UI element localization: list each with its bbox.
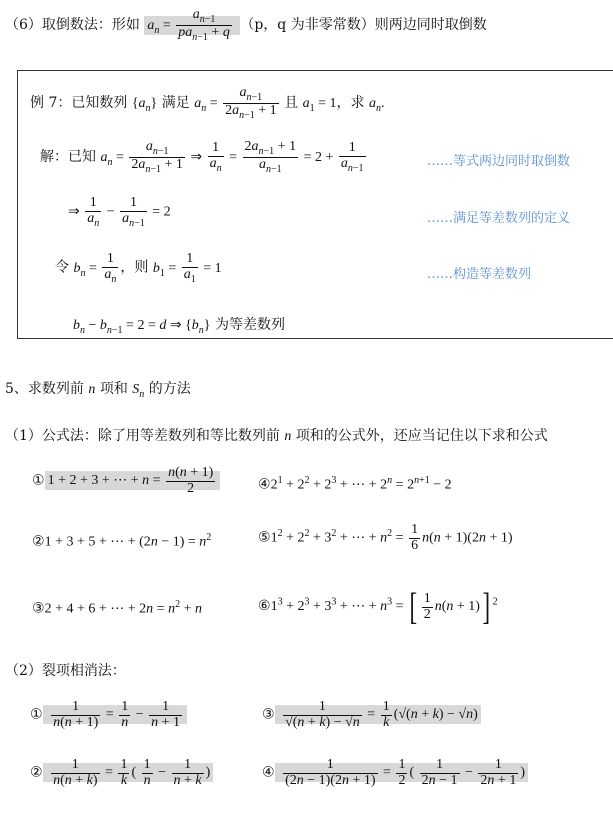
formula-2: ②1 + 3 + 5 + ⋯ + $(2n - 1) = n^2$	[32, 532, 212, 550]
let-label: 令	[55, 259, 69, 276]
conclusion-text: 为等差数列	[214, 317, 285, 333]
split-1-marker: ①	[30, 707, 43, 723]
then-label: ，则	[120, 259, 149, 276]
formula-3-marker: ③	[32, 601, 45, 617]
split-4-marker: ④	[262, 765, 275, 781]
formula-1: ① 1 + 2 + 3 + ⋯ + n = $\frac{n(n + 1)}{2}$	[32, 466, 220, 496]
formula-1-marker: ①	[32, 473, 45, 489]
formula-4-marker: ④	[258, 477, 271, 493]
split-2-marker: ②	[30, 765, 43, 781]
formula-5-marker: ⑤	[258, 530, 271, 546]
example-cond-mid: 满足	[161, 95, 190, 112]
heading-pre: 5、求数列前	[5, 381, 84, 397]
split-method-label: （2）裂项相消法：	[5, 663, 126, 679]
formula-3: ③2 + 4 + 6 + ⋯ + $2n = n^2 + n$	[32, 599, 202, 617]
split-3-marker: ③	[262, 707, 275, 723]
split-formula-4: ④ $\frac{1}{(2n - 1)(2n + 1)}$ = $\frac{1}{2}$ ( $\frac{1}{2n - 1}$ − $\frac{1}{2n + 1}$ )	[262, 758, 528, 788]
heading-mid: 项和	[99, 381, 128, 397]
section6-condition: （p，q 为非零常数）则两边同时取倒数	[240, 17, 487, 34]
solution-line3: 令 $b_n$ = $\frac{1}{a_n}$ ，则 $b_1$ = $\frac{1}{a_1}$ = 1	[55, 251, 222, 285]
section5-heading: 5、求数列前 n 项和 $S_n$ 的方法	[5, 381, 191, 400]
solution-conclusion: $b_n - b_{n-1} = 2 = d$ ⇒ $\{b_n\}$ 为等差数列	[73, 317, 285, 336]
note-reciprocal: ……等式两边同时取倒数	[427, 154, 571, 169]
example-title: 例 7：已知数列	[30, 95, 128, 112]
section6-line	[5, 8, 487, 44]
formula-4: $④2^1 + 2^2 + 2^3$ + ⋯ + $2^n = 2^{n+1} - 2$	[258, 475, 452, 493]
heading-post: 的方法	[148, 381, 191, 397]
example-cond-end: ，求	[336, 95, 365, 112]
formula-label-pre: （1）公式法：除了用等差数列和等比数列前	[5, 428, 280, 444]
split-formula-2: ② $\frac{1}{n(n + k)}$ = $\frac{1}{k}$ ( $\frac{1}{n}$ − $\frac{1}{n + k}$ )	[30, 758, 213, 788]
formula-5: $⑤1^2 + 2^2 + 3^2$ + ⋯ + $n^2$ = $\frac{1}{6}$ n(n + 1)(2n + 1)	[258, 522, 513, 553]
note-construct: ……构造等差数列	[427, 267, 532, 282]
note-arithmetic-definition: ……满足等差数列的定义	[427, 211, 571, 226]
solution-label: 解：已知	[40, 149, 96, 166]
section6-formula: $a_n$ = $\frac{a_{n-1}}{pa_{n-1} + q}$	[144, 16, 240, 35]
formula-2-marker: ②	[32, 534, 45, 550]
formula-6: $⑥1^3 + 2^3 + 3^3$ + ⋯ + $n^3$ = [ $\frac{1}{2}$ n(n + 1)] $^2$	[258, 586, 498, 628]
formula-6-marker: ⑥	[258, 599, 271, 615]
split-formula-1: ① $\frac{1}{n(n + 1)}$ = $\frac{1}{n}$ − $\frac{1}{n + 1}$	[30, 700, 187, 730]
split-formula-3: ③ $\frac{1}{√(n + k) - √n}$ = $\frac{1}{k}$ (√(n + k) − √n)	[262, 700, 481, 730]
formula-method-label: （1）公式法：除了用等差数列和等比数列前 n 项和的公式外，还应当记住以下求和公式	[5, 428, 548, 444]
section6-label: （6）取倒数法：形如	[5, 17, 140, 34]
solution-line2: ⇒ $\frac{1}{a_n}$ − $\frac{1}{a_{n-1}}$ = 2	[68, 195, 171, 229]
example-cond-and: 且	[284, 95, 299, 112]
example-title-line: 例 7：已知数列 $\{a_n\}$ 满足 $a_n$ = $\frac{a_{n-1}}{2a_{n-1} + 1}$ 且 $a_1 = 1$，求 $a_n$.	[30, 85, 385, 122]
formula-label-post: 项和的公式外，还应当记住以下求和公式	[295, 428, 548, 444]
solution-line1: 解：已知 $a_n$ = $\frac{a_{n-1}}{2a_{n-1} + 1}$ ⇒ $\frac{1}{a_n}$ = $\frac{2a_{n-1} + 1}{a_{n-1}}$ = 2 + $\frac{1}{a_{n-1}}$	[40, 139, 364, 176]
